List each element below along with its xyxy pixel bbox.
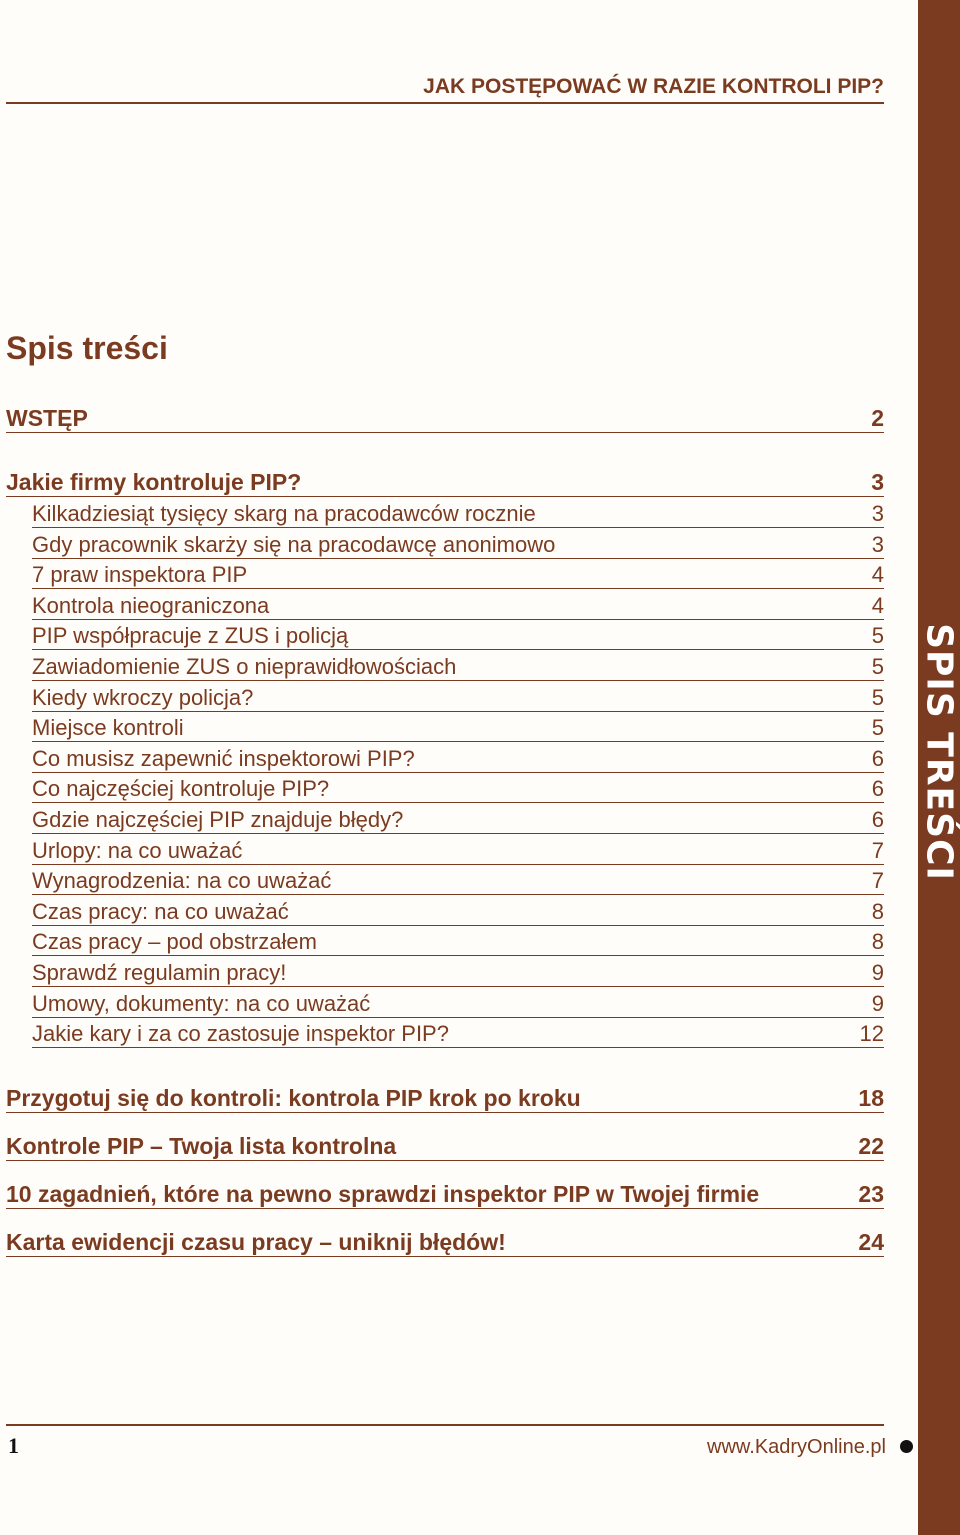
footer-url-link[interactable]: www.KadryOnline.pl [707, 1436, 886, 1458]
toc-subentry[interactable] [32, 1020, 884, 1048]
toc-subentry-page: 7 [871, 837, 884, 863]
toc-subentry-title: Kiedy wkroczy policja? [32, 684, 254, 710]
toc-entry-section[interactable] [6, 1084, 884, 1113]
toc-subentry-title: Co najczęściej kontroluje PIP? [32, 776, 330, 802]
toc-subentry[interactable] [32, 990, 884, 1018]
toc-subentry-title: 7 praw inspektora PIP [32, 562, 248, 588]
page-title: Spis treści [6, 330, 168, 366]
toc-entry-page: 23 [858, 1181, 884, 1207]
toc-subentry-page: 5 [871, 715, 884, 741]
toc-subentry-page: 3 [871, 531, 884, 557]
toc-subentry[interactable] [32, 959, 884, 987]
toc-subentry-title: Kilkadziesiąt tysięcy skarg na pracodawców rocznie [32, 501, 536, 526]
toc-entry-page: 2 [871, 405, 884, 431]
toc-subentry[interactable] [32, 561, 884, 589]
toc-subentry[interactable] [32, 806, 884, 834]
page-number: 1 [8, 1433, 19, 1458]
toc-subentry-page: 6 [871, 745, 884, 771]
toc-entry-page: 24 [858, 1229, 884, 1255]
toc-subentry[interactable] [32, 531, 884, 559]
side-label: SPIS TREŚCI [918, 623, 960, 881]
toc-subentry-title: Co musisz zapewnić inspektorowi PIP? [32, 745, 415, 771]
toc-entry-section[interactable] [6, 1180, 884, 1209]
toc-entry-page: 3 [871, 469, 884, 495]
toc-subentry-page: 6 [871, 776, 884, 802]
toc-subentry-page: 8 [871, 929, 884, 955]
toc-entry-page: 22 [858, 1133, 884, 1159]
toc-subentry-title: Czas pracy: na co uważać [32, 898, 289, 924]
toc-entry-intro[interactable] [6, 404, 884, 433]
toc-subentry-title: Umowy, dokumenty: na co uważać [32, 990, 371, 1016]
toc-entry-page: 18 [858, 1085, 884, 1111]
toc-subentry-page: 9 [871, 990, 884, 1016]
toc-subentry-page: 3 [871, 501, 884, 526]
toc-subentry[interactable] [32, 745, 884, 773]
toc-subentry-page: 8 [871, 898, 884, 924]
toc-subentry-title: Zawiadomienie ZUS o nieprawidłowościach [32, 654, 457, 679]
toc-subentry[interactable] [32, 684, 884, 712]
toc-entry-title: Przygotuj się do kontroli: kontrola PIP krok po kroku [6, 1085, 581, 1111]
toc-subentry[interactable] [32, 714, 884, 742]
toc-entry-title: WSTĘP [6, 405, 88, 431]
toc-subentry[interactable] [32, 837, 884, 865]
toc-subentry-page: 5 [871, 623, 884, 649]
toc-entry-title: Kontrole PIP – Twoja lista kontrolna [6, 1133, 397, 1159]
toc-subentry-page: 4 [871, 562, 884, 588]
toc-subentry[interactable] [32, 653, 884, 681]
toc-subentry-page: 7 [871, 868, 884, 894]
toc-subentry[interactable] [32, 500, 884, 528]
toc-subentry-page: 5 [871, 684, 884, 710]
toc-entry-title: 10 zagadnień, które na pewno sprawdzi inspektor PIP w Twojej firmie [6, 1181, 760, 1207]
toc-subentry-title: Jakie kary i za co zastosuje inspektor PIP? [32, 1021, 449, 1047]
toc-subentry[interactable] [32, 898, 884, 926]
toc-subentry-title: Gdy pracownik skarży się na pracodawcę anonimowo [32, 531, 556, 557]
toc-subentry[interactable] [32, 592, 884, 620]
toc-subentry[interactable] [32, 928, 884, 956]
toc-subentry-title: Miejsce kontroli [32, 715, 184, 741]
toc-entry-title: Karta ewidencji czasu pracy – uniknij błędów! [6, 1229, 506, 1255]
toc-entry-section[interactable] [6, 1132, 884, 1161]
toc-entry-section[interactable] [6, 1228, 884, 1257]
toc-entry-section-1[interactable] [6, 468, 884, 497]
toc-subentry-title: Wynagrodzenia: na co uważać [32, 868, 332, 894]
toc-subentry-page: 12 [859, 1021, 884, 1047]
toc-subentry[interactable] [32, 622, 884, 650]
toc-subentry-title: PIP współpracuje z ZUS i policją [32, 623, 349, 649]
toc-subentry-page: 6 [871, 807, 884, 832]
toc-subentry-title: Sprawdź regulamin pracy! [32, 960, 287, 985]
toc-subentry-title: Kontrola nieograniczona [32, 592, 270, 618]
toc-entry-title: Jakie firmy kontroluje PIP? [6, 469, 302, 495]
footer-divider [6, 1424, 884, 1426]
toc-subentry-title: Gdzie najczęściej PIP znajduje błędy? [32, 807, 404, 832]
toc-subentry-title: Czas pracy – pod obstrzałem [32, 929, 317, 955]
toc-subentry-title: Urlopy: na co uważać [32, 837, 243, 863]
toc-subentry-page: 9 [871, 960, 884, 985]
toc-subentry[interactable] [32, 867, 884, 895]
toc-subentry-page: 5 [871, 654, 884, 679]
toc-subentry-page: 4 [871, 592, 884, 618]
header-title: JAK POSTĘPOWAĆ W RAZIE KONTROLI PIP? [6, 72, 884, 104]
toc-subentry[interactable] [32, 775, 884, 803]
bullet-dot-icon [900, 1440, 913, 1453]
